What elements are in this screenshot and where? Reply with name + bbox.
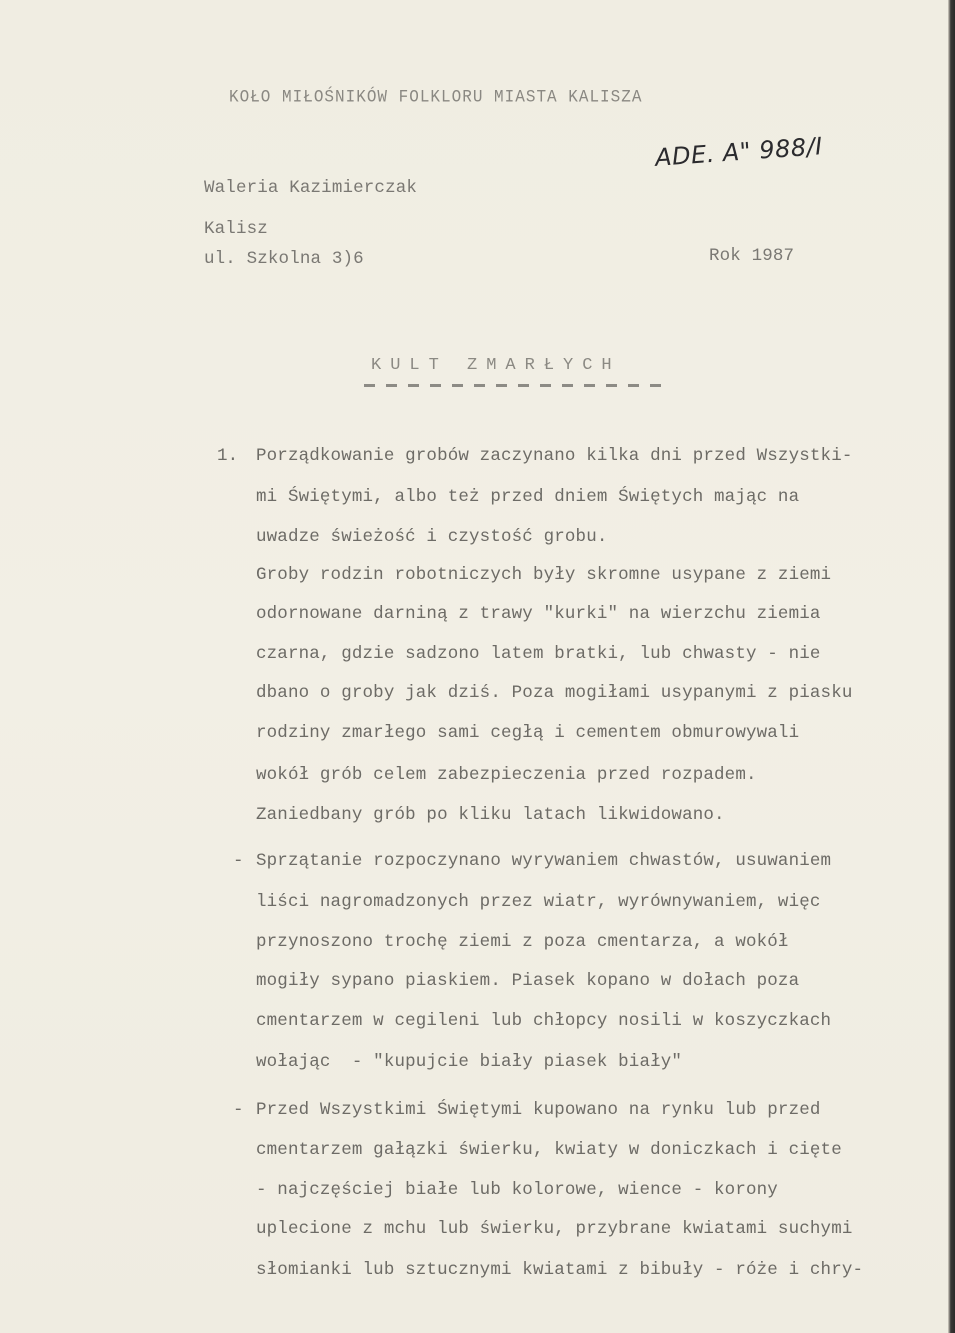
text-line: mogiły sypano piaskiem. Piasek kopano w dołach poza	[256, 971, 800, 991]
scan-edge-border	[948, 0, 955, 1333]
archive-signature-handwritten: ADE. A" 988/I	[654, 132, 824, 172]
section-2-marker: -	[233, 851, 244, 871]
title-underline-divider	[364, 384, 662, 387]
text-line: Groby rodzin robotniczych były skromne usypane z ziemi	[256, 565, 832, 585]
text-line: cmentarzem w cegileni lub chłopcy nosili w koszyczkach	[256, 1011, 832, 1031]
text-line: Przed Wszystkimi Świętymi kupowano na rynku lub przed	[256, 1100, 821, 1120]
year-label: Rok 1987	[709, 246, 795, 266]
text-line: wokół grób celem zabezpieczenia przed rozpadem.	[256, 765, 757, 785]
text-line: liści nagromadzonych przez wiatr, wyrównywaniem, więc	[256, 892, 821, 912]
author-city: Kalisz	[204, 219, 268, 239]
section-1-marker: 1.	[217, 446, 239, 466]
text-line: odornowane darniną z trawy "kurki" na wierzchu ziemia	[256, 604, 821, 624]
text-line: Zaniedbany grób po kliku latach likwidowano.	[256, 805, 725, 825]
organization-header: KOŁO MIŁOŚNIKÓW FOLKLORU MIASTA KALISZA	[229, 86, 643, 108]
text-line: rodziny zmarłego sami cegłą i cementem obmurowywali	[256, 723, 800, 743]
text-line: Porządkowanie grobów zaczynano kilka dni przed Wszystki-	[256, 446, 853, 466]
document-title: KULT ZMARŁYCH	[371, 356, 621, 375]
author-address: ul. Szkolna 3)6	[204, 249, 364, 269]
text-line: wołając - "kupujcie biały piasek biały"	[256, 1052, 683, 1072]
text-line: mi Świętymi, albo też przed dniem Świętych mając na	[256, 487, 800, 507]
text-line: uplecione z mchu lub świerku, przybrane kwiatami suchymi	[256, 1219, 853, 1239]
text-line: Sprzątanie rozpoczynano wyrywaniem chwastów, usuwaniem	[256, 851, 832, 871]
author-name: Waleria Kazimierczak	[204, 178, 418, 198]
text-line: uwadze świeżość i czystość grobu.	[256, 527, 608, 547]
text-line: dbano o groby jak dziś. Poza mogiłami usypanymi z piasku	[256, 683, 853, 703]
text-line: przynoszono trochę ziemi z poza cmentarza, a wokół	[256, 932, 789, 952]
text-line: słomianki lub sztucznymi kwiatami z bibuły - róże i chry-	[256, 1260, 864, 1280]
text-line: cmentarzem gałązki świerku, kwiaty w doniczkach i cięte	[256, 1140, 842, 1160]
section-3-marker: -	[233, 1100, 244, 1120]
text-line: - najczęściej białe lub kolorowe, wience - korony	[256, 1180, 778, 1200]
text-line: czarna, gdzie sadzono latem bratki, lub chwasty - nie	[256, 644, 821, 664]
